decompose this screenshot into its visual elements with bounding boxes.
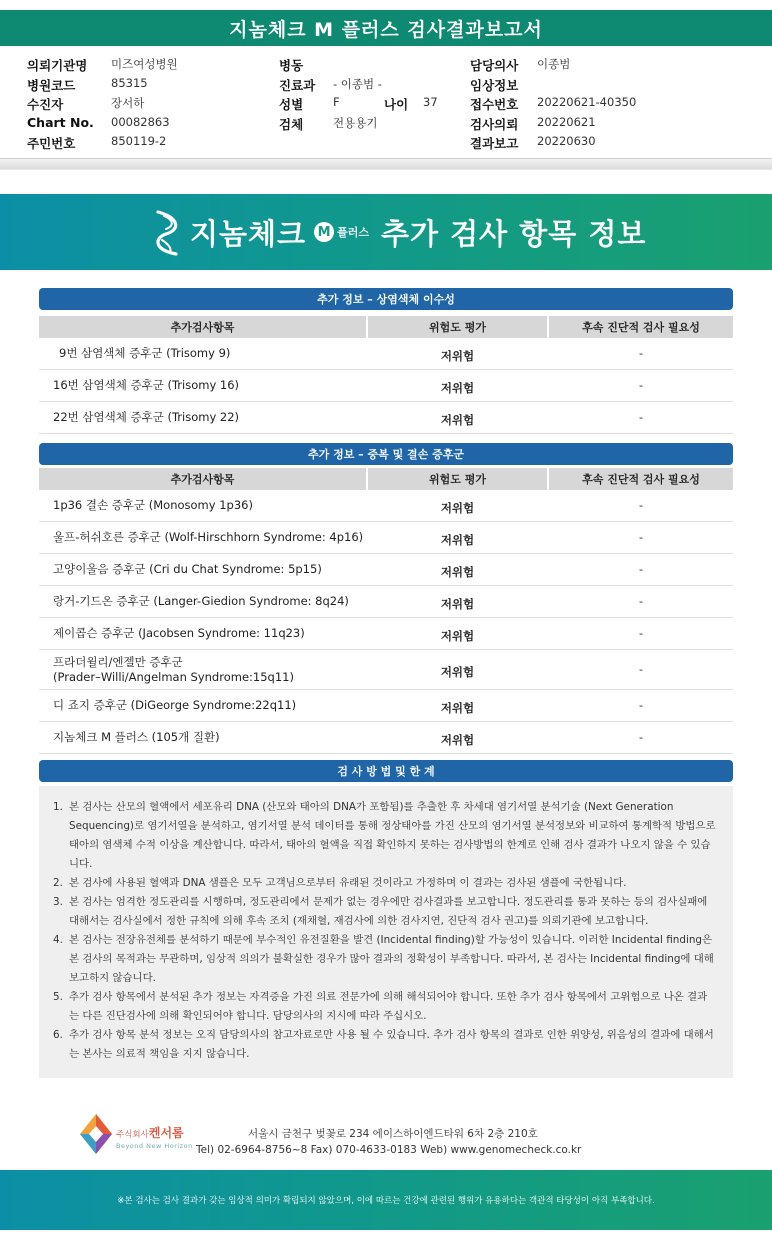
- hospital-code-value: 85315: [111, 75, 148, 90]
- row-risk: 저위험: [440, 628, 475, 643]
- note-number: 2.: [53, 877, 63, 889]
- col-header-followup: 후속 진단적 검사 필요성: [549, 316, 733, 338]
- row-item: 9번 삼염색체 증후군 (Trisomy 9): [59, 346, 231, 360]
- disclaimer-bar: [0, 1170, 772, 1230]
- resident-no-label: 주민번호: [27, 136, 76, 151]
- company-contact: Tel) 02-6964-8756~8 Fax) 070-4633-0183 Web) www.genomecheck.co.kr: [196, 1144, 582, 1156]
- row-item: 16번 삼염색체 증후군 (Trisomy 16): [53, 378, 240, 392]
- receipt-no-label: 접수번호: [470, 97, 519, 112]
- table-row: [39, 554, 733, 586]
- section2-header: [39, 443, 733, 465]
- row-followup: -: [639, 531, 643, 544]
- row-risk: 저위험: [440, 380, 475, 395]
- company-name-text: 켄서롬: [148, 1126, 184, 1140]
- report-title-bar: [0, 10, 772, 46]
- clinical-info-label: 임상정보: [470, 77, 519, 93]
- note-item: [53, 931, 717, 988]
- report-date-label: 결과보고: [470, 136, 519, 151]
- col-header-risk: 위험도 평가: [368, 468, 547, 490]
- company-prefix: 주식회사: [116, 1130, 149, 1140]
- doctor-label: 담당의사: [470, 58, 519, 73]
- banner-content: [150, 206, 646, 258]
- company-address: 서울시 금천구 벚꽃로 234 에이스하이엔드타워 6차 2층 210호: [248, 1128, 538, 1140]
- banner-plus: 플러스: [337, 226, 369, 239]
- report-date-value: 20220630: [537, 134, 596, 148]
- methods-title: 검 사 방 법 및 한 계: [337, 765, 435, 778]
- row-risk: 저위험: [440, 564, 475, 579]
- row-followup: -: [639, 499, 643, 512]
- hospital-code-label: 병원코드: [27, 77, 76, 93]
- ward-label: 병동: [279, 58, 304, 73]
- row-followup: -: [639, 663, 643, 676]
- methods-header: [39, 760, 733, 782]
- table-row: [39, 690, 733, 722]
- note-text: 본 검사에 사용된 혈액과 DNA 샘플은 모두 고객님으로부터 유래된 것이라고 가정하며 이 결과는 검사된 샘플에 국한됩니다.: [69, 877, 627, 889]
- info-row: [27, 56, 747, 76]
- company-footer: [0, 1104, 772, 1164]
- section2-title: 추가 정보 – 중복 및 결손 증후군: [308, 448, 464, 461]
- company-tagline: Beyond New Horizon: [116, 1142, 193, 1150]
- section-banner: [0, 194, 772, 270]
- note-text: 본 검사는 전장유전체를 분석하기 때문에 부수적인 유전질환을 발견 (Incidental finding)할 가능성이 있습니다. 이러한 Incidental finding은 본 검사의 목적과는 무관하며, 임상적 의의가 불확실한 경우가 많아 결과의 정확성이 부족합니다. 따라서, 본 검사는 Incidental finding에 대해 보고하지 않습니다.: [69, 934, 714, 984]
- table-row: [39, 338, 733, 370]
- institution-value: 미즈여성병원: [111, 57, 178, 71]
- row-item: 디 죠지 증후군 (DiGeorge Syndrome:22q11): [53, 698, 297, 712]
- row-risk: 저위험: [440, 532, 475, 547]
- section1-header: [39, 288, 733, 310]
- age-value: 37: [423, 95, 438, 109]
- institution-label: 의뢰기관명: [27, 58, 88, 73]
- receipt-no-value: 20220621-40350: [537, 95, 637, 109]
- table-row: [39, 586, 733, 618]
- dna-logo-icon: [150, 208, 184, 256]
- banner-title: 추가 검사 항목 정보: [380, 216, 647, 251]
- sex-value: F: [333, 95, 340, 109]
- row-followup: -: [639, 595, 643, 608]
- examinee-value: 장서하: [111, 96, 145, 110]
- table-row: [39, 722, 733, 754]
- table-header: [39, 316, 733, 338]
- company-name: [116, 1124, 184, 1141]
- row-followup: -: [639, 627, 643, 640]
- row-followup: -: [639, 563, 643, 576]
- dept-value: - 이종범 -: [333, 76, 382, 91]
- info-row: [27, 76, 747, 96]
- patient-info: [27, 56, 747, 154]
- note-number: 1.: [53, 801, 63, 813]
- note-item: [53, 874, 717, 893]
- row-risk: 저위험: [440, 500, 475, 515]
- table-row: [39, 402, 733, 434]
- row-item: 고양이울음 증후군 (Cri du Chat Syndrome: 5p15): [53, 562, 322, 576]
- note-item: [53, 988, 717, 1026]
- row-followup: -: [639, 347, 643, 360]
- page-divider: [0, 158, 772, 170]
- methods-notes: [39, 786, 733, 1078]
- row-item: 1p36 결손 증후군 (Monosomy 1p36): [53, 498, 253, 512]
- table-row: [39, 618, 733, 650]
- row-item-line2: (Prader–Willi/Angelman Syndrome:15q11): [53, 669, 294, 684]
- row-item: 울프-허쉬호른 증후군 (Wolf-Hirschhorn Syndrome: 4p16): [53, 530, 364, 544]
- col-header-followup: 후속 진단적 검사 필요성: [549, 468, 733, 490]
- info-row: [27, 134, 747, 154]
- specimen-value: 전용용기: [333, 115, 378, 130]
- row-item: 제이콥슨 증후군 (Jacobsen Syndrome: 11q23): [53, 626, 305, 640]
- report-content: [39, 288, 733, 1078]
- table-row: [39, 522, 733, 554]
- row-followup: -: [639, 411, 643, 424]
- note-item: [53, 1026, 717, 1064]
- col-header-item: 추가검사항목: [39, 468, 366, 490]
- microdeletion-table: [39, 468, 733, 754]
- row-followup: -: [639, 699, 643, 712]
- row-risk: 저위험: [440, 348, 475, 363]
- banner-m-badge: M: [314, 222, 334, 242]
- report-title: 지놈체크 M 플러스 검사결과보고서: [229, 18, 543, 41]
- row-risk: 저위험: [440, 664, 475, 679]
- table-row: [39, 490, 733, 522]
- chart-no-label: Chart No.: [27, 114, 94, 130]
- chart-no-value: 00082863: [111, 114, 170, 129]
- note-text: 본 검사는 엄격한 정도관리를 시행하며, 정도관리에서 문제가 없는 경우에만 검사결과를 보고합니다. 정도관리를 통과 못하는 등의 검사실패에 대해서는 검사실에서 정한 규칙에 의해 후속 조치 (재채혈, 재검사에 의한 검사지연, 진단적 검사 권고)를 의뢰기관에 보고합니다.: [69, 896, 708, 927]
- request-date-value: 20220621: [537, 114, 596, 129]
- sex-label: 성별: [279, 97, 304, 112]
- note-text: 추가 검사 항목에서 분석된 추가 정보는 자격증을 가진 의료 전문가에 의해 해석되어야 합니다. 또한 추가 검사 항목에서 고위험으로 나온 결과는 다른 진단검사에 의해 확인되어야 합니다. 담당의사의 지시에 따라 주십시오.: [69, 991, 708, 1022]
- row-item: [39, 650, 366, 689]
- row-item-line1: 프라더윌리/엔젤만 증후군: [53, 654, 183, 669]
- note-number: 3.: [53, 896, 63, 908]
- info-row: [27, 95, 747, 115]
- note-item: [53, 798, 717, 874]
- info-row: [27, 115, 747, 135]
- company-logo-icon: [78, 1112, 114, 1156]
- specimen-label: 검체: [279, 116, 304, 132]
- examinee-label: 수진자: [27, 97, 64, 112]
- dept-label: 진료과: [279, 77, 316, 93]
- doctor-value: 이종범: [537, 57, 571, 71]
- disclaimer-text: ※본 검사는 검사 결과가 갖는 임상적 의미가 확립되지 않았으며, 이에 따르는 건강에 관련된 행위가 유용하다는 객관적 타당성이 아직 부족합니다.: [117, 1196, 655, 1206]
- note-text: 본 검사는 산모의 혈액에서 세포유리 DNA (산모와 태아의 DNA가 포함됨)를 추출한 후 차세대 염기서열 분석기술 (Next Generation Sequencing)로 염기서열을 분석하고, 염기서열 분석 데이터를 통해 정상태아를 가진 산모의 염기서열 분석정보와 비교하여 통계학적 방법으로 태아의 염색체 수적 이상을 계산합니다. 따라서, 태아의 혈액을 직접 확인하지 못하는 검사방법의 한계로 인해 검사 결과가 나오지 않을 수 있습니다.: [69, 801, 716, 870]
- row-item: 랑거-기드온 증후군 (Langer-Giedion Syndrome: 8q24): [53, 594, 349, 608]
- col-header-item: 추가검사항목: [39, 316, 366, 338]
- row-risk: 저위험: [440, 412, 475, 427]
- note-item: [53, 893, 717, 931]
- request-date-label: 검사의뢰: [470, 116, 519, 132]
- row-followup: -: [639, 731, 643, 744]
- table-row: [39, 370, 733, 402]
- row-item: 22번 삼염색체 증후군 (Trisomy 22): [53, 410, 240, 424]
- row-item: 지놈체크 M 플러스 (105개 질환): [53, 730, 220, 744]
- row-risk: 저위험: [440, 596, 475, 611]
- resident-no-value: 850119-2: [111, 134, 167, 148]
- section1-title: 추가 정보 – 상염색체 이수성: [317, 293, 455, 306]
- table-row: [39, 650, 733, 690]
- note-number: 6.: [53, 1029, 63, 1041]
- note-number: 4.: [53, 934, 63, 946]
- col-header-risk: 위험도 평가: [368, 316, 547, 338]
- banner-brand: 지놈체크: [190, 216, 307, 251]
- row-risk: 저위험: [440, 700, 475, 715]
- table-header: [39, 468, 733, 490]
- note-number: 5.: [53, 991, 63, 1003]
- note-text: 추가 검사 항목 분석 정보는 오직 담당의사의 참고자료로만 사용 될 수 있습니다. 추가 검사 항목의 결과로 인한 위양성, 위음성의 결과에 대해서는 본사는 의료적 책임을 지지 않습니다.: [69, 1029, 714, 1060]
- row-risk: 저위험: [440, 732, 475, 747]
- row-followup: -: [639, 379, 643, 392]
- autosomal-table: [39, 316, 733, 434]
- age-label: 나이: [384, 97, 409, 112]
